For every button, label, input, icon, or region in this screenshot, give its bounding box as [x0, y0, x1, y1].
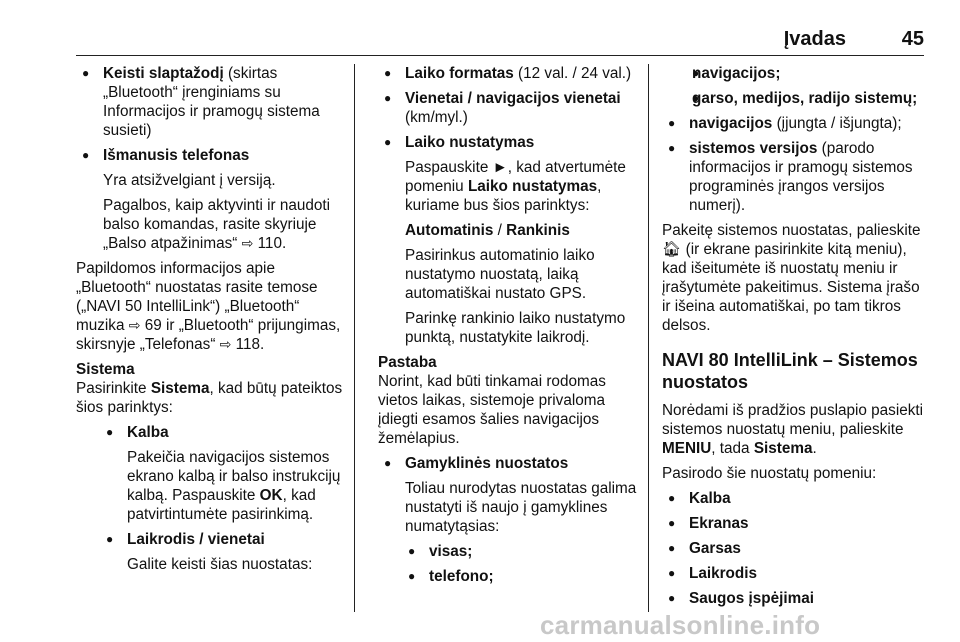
list-item: ● Ekranas: [662, 514, 932, 533]
bullet-laikrodis: ● Laikrodis / vienetai: [76, 530, 346, 549]
page-number: 45: [901, 28, 924, 50]
bullet-kalba: ● Kalba: [76, 423, 346, 442]
header-rule: [76, 55, 924, 56]
text: Parinkę rankinio laiko nustatymo punktą, nustatykite laikrodį.: [405, 310, 626, 346]
column-divider: [354, 64, 355, 612]
text: Toliau nurodytas nuostatas galima nustatyti iš naujo į gamyklines numatytąsias:: [405, 480, 637, 535]
sub-bullet: ● telefono;: [378, 567, 638, 586]
play-arrow-icon: ►: [492, 159, 508, 176]
page-header: [76, 26, 924, 52]
text: Galite keisti šias nuostatas:: [127, 556, 313, 573]
bullet-sistemos-versijos: ● sistemos versijos (parodo informacijos ir pramogų sistemos programinės įrangos versijos numerį).: [662, 139, 932, 215]
home-icon: 🏠︎: [662, 241, 682, 258]
bullet-keisti-slaptazodi: ● Keisti slaptažodį (skirtas „Bluetooth“ įrenginiams su Informacijos ir pramogų sistema susieti): [76, 64, 346, 140]
list-item: ● Saugos įspėjimai: [662, 589, 932, 608]
bullet-laiko-nustatymas: ● Laiko nustatymas: [378, 133, 638, 152]
section-heading: NAVI 80 IntelliLink – Sistemos nuostatos: [662, 350, 918, 392]
column-3: [662, 64, 932, 614]
paragraph: Papildomos informacijos apie „Bluetooth“ nuostatas rasite temose („NAVI 50 IntelliLink“) „Bluetooth“ muzika ⇨ 69 ir „Bluetooth“ prijungimas, skirsnyje „Telefonas“ ⇨ 118.: [76, 260, 341, 353]
column-divider: [648, 64, 649, 612]
bullet-navigacijos: ● navigacijos (įjungta / išjungta);: [662, 114, 932, 133]
list-item: ● Garsas: [662, 539, 932, 558]
paragraph: Pasirodo šie nuostatų pomeniu:: [662, 465, 877, 482]
bullet-ismanusis-telefonas: ● Išmanusis telefonas: [76, 146, 346, 165]
list-item: ● Laikrodis: [662, 564, 932, 583]
column-1: [76, 64, 346, 580]
sub-bullet: ● visas;: [378, 542, 638, 561]
text: Pasirinkus automatinio laiko nustatymo nuostatą, laiką automatiškai nustato GPS.: [405, 247, 595, 302]
paragraph: Norėdami iš pradžios puslapio pasiekti sistemos nuostatų meniu, palieskite MENIU, tada Sistema.: [662, 402, 924, 457]
subheading-sistema: Sistema: [76, 361, 135, 378]
text: Automatinis / Rankinis: [405, 222, 570, 239]
sub-bullet: ● garso, medijos, radijo sistemų;: [662, 89, 932, 108]
bullet-laiko-formatas: ● Laiko formatas (12 val. / 24 val.): [378, 64, 638, 83]
bullet-gamyklines: ● Gamyklinės nuostatos: [378, 454, 638, 473]
paragraph: Pakeitę sistemos nuostatas, palieskite 🏠︎ (ir ekrane pasirinkite kitą meniu), kad išeitumėte iš nuostatų meniu ir įrašytumėte pakeitimus. Sistema įrašo ir išeina automatiškai, po tam tikros delsos.: [662, 222, 921, 334]
bullet-vienetai: ● Vienetai / navigacijos vienetai (km/myl.): [378, 89, 638, 127]
text: Pagalbos, kaip aktyvinti ir naudoti balso komandas, rasite skyriuje „Balso atpažinimas“ ⇨ 110.: [103, 197, 331, 252]
note-heading: Pastaba: [378, 354, 437, 371]
section-title: Įvadas: [783, 28, 846, 50]
text: Paspauskite ►, kad atvertumėte pomeniu Laiko nustatymas, kuriame bus šios parinktys:: [405, 159, 626, 214]
text: Yra atsižvelgiant į versiją.: [103, 172, 276, 189]
list-item: ● Kalba: [662, 489, 932, 508]
paragraph: Pasirinkite Sistema, kad būtų pateiktos šios parinktys:: [76, 380, 343, 416]
text: Pakeičia navigacijos sistemos ekrano kalbą ir balso instrukcijų kalbą. Paspauskite OK, kad patvirtintumėte pasirinkimą.: [127, 449, 341, 523]
sub-bullet: ● navigacijos;: [662, 64, 932, 83]
page-ref-icon: ⇨: [219, 336, 232, 352]
page-ref-icon: ⇨: [128, 317, 141, 333]
note-text: Norint, kad būti tinkamai rodomas vietos laikas, sistemoje privaloma įdiegti esamos šalies navigacijos žemėlapius.: [378, 373, 606, 447]
watermark: carmanualsonline.info: [540, 610, 821, 640]
page-ref-icon: ⇨: [241, 235, 254, 251]
column-2: [378, 64, 638, 592]
